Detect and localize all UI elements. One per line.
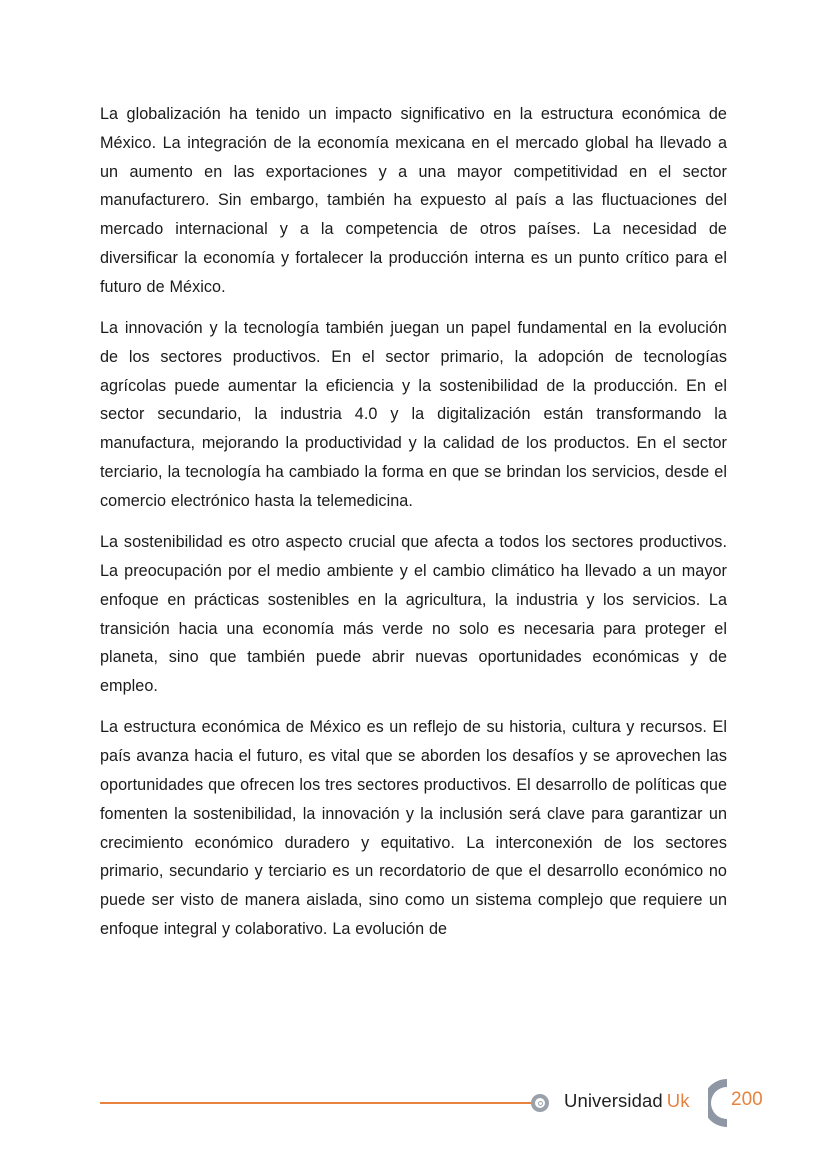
paragraph-sostenibilidad: La sostenibilidad es otro aspecto crucial que afecta a todos los sectores productivos. La preocupación por el medio ambiente y el cambio climático ha llevado a un mayor enfoque en prácticas sostenibles en la agricultura, la industria y los servicios. La transición hacia una economía más verde no solo es necesaria para proteger el planeta, sino que también puede abrir nuevas oportunidades económicas y de empleo.	[100, 533, 727, 696]
footer-divider-line	[100, 1102, 532, 1104]
paragraph-estructura-economica: La estructura económica de México es un reflejo de su historia, cultura y recursos. El país avanza hacia el futuro, es vital que se aborden los desafíos y se aprovechen las oportunidades que ofrecen los tres sectores productivos. El desarrollo de políticas que fomenten la sostenibilidad, la innovación y la inclusión será clave para garantizar un crecimiento económico duradero y equitativo. La interconexión de los sectores primario, secundario y terciario es un recordatorio de que el desarrollo económico no puede ser visto de manera aislada, sino como un sistema complejo que requiere un enfoque integral y colaborativo. La evolución de	[100, 718, 727, 939]
page-body	[100, 100, 727, 956]
target-circle-icon	[531, 1094, 549, 1112]
paragraph-globalizacion: La globalización ha tenido un impacto significativo en la estructura económica de México. La integración de la economía mexicana en el mercado global ha llevado a un aumento en las exportaciones y a una mayor competitividad en el sector manufacturero. Sin embargo, también ha expuesto al país a las fluctuaciones del mercado internacional y a la competencia de otros países. La necesidad de diversificar la economía y fortalecer la producción interna es un punto crítico para el futuro de México.	[100, 105, 727, 296]
paragraph-innovacion: La innovación y la tecnología también juegan un papel fundamental en la evolución de los sectores productivos. En el sector primario, la adopción de tecnologías agrícolas puede aumentar la eficiencia y la sostenibilidad de la producción. En el sector secundario, la industria 4.0 y la digitalización están transformando la manufactura, mejorando la productividad y la calidad de los productos. En el sector terciario, la tecnología ha cambiado la forma en que se brindan los servicios, desde el comercio electrónico hasta la telemedicina.	[100, 319, 727, 510]
target-circle-inner-icon	[538, 1101, 543, 1106]
footer-brand	[564, 1090, 690, 1112]
page-number: 200	[731, 1089, 763, 1110]
brand-accent: Uk	[666, 1090, 690, 1111]
brand-name: Universidad	[564, 1090, 663, 1111]
